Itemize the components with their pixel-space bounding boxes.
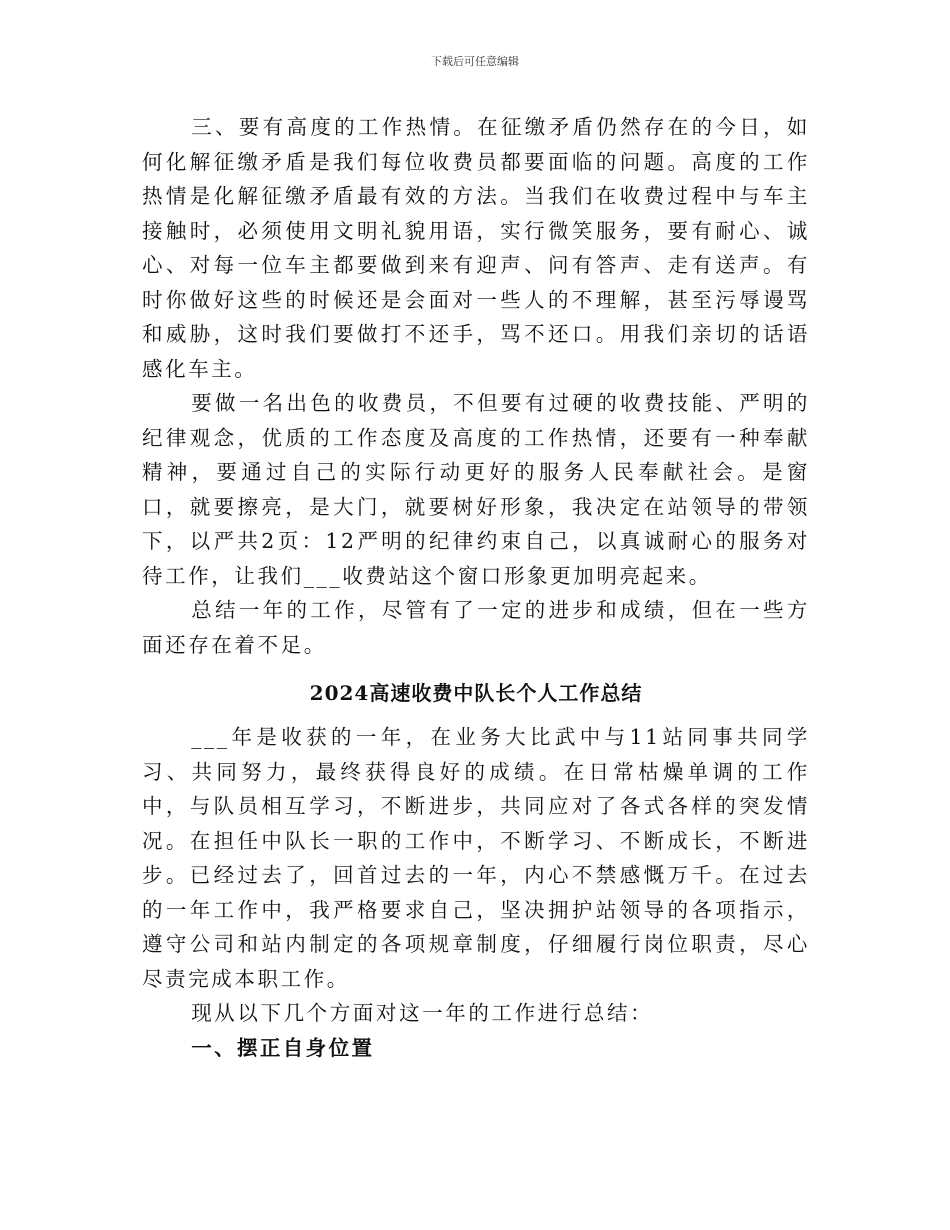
paragraph-work-enthusiasm: 三、要有高度的工作热情。在征缴矛盾仍然存在的今日，如何化解征缴矛盾是我们每位收费员都要面临的问题。高度的工作热情是化解征缴矛盾最有效的方法。当我们在收费过程中与车主接触时，必须使用文明礼貌用语，实行微笑服务，要有耐心、诚心、对每一位车主都要做到来有迎声、问有答声、走有送声。有时你做好这些的时候还是会面对一些人的不理解，甚至污辱谩骂和威胁，这时我们要做打不还手，骂不还口。用我们亲切的话语感化车主。	[142, 115, 810, 381]
page-header: 下载后可任意编辑	[431, 55, 519, 68]
paragraph-shortcomings: 总结一年的工作，尽管有了一定的进步和成绩，但在一些方面还存在着不足。	[142, 598, 810, 657]
paragraph-dedication: 要做一名出色的收费员，不但要有过硬的收费技能、严明的纪律观念，优质的工作态度及高度的工作热情，还要有一种奉献精神，要通过自己的实际行动更好的服务人民奉献社会。是窗口，就要擦亮，是大门，就要树好形象，我决定在站领导的带领下，以严共2页：12严明的纪律约束自己，以真诚耐心的服务对待工作，让我们___收费站这个窗口形象更加明亮起来。	[142, 391, 810, 588]
paragraph-summary-intro: 现从以下几个方面对这一年的工作进行总结：	[191, 1001, 654, 1025]
paragraph-year-summary: ___年是收获的一年，在业务大比武中与11站同事共同学习、共同努力，最终获得良好的成绩。在日常枯燥单调的工作中，与队员相互学习，不断进步，共同应对了各式各样的突发情况。在担任中队长一职的工作中，不断学习、不断成长，不断进步。已经过去了，回首过去的一年，内心不禁感慨万千。在过去的一年工作中，我严格要求自己，坚决拥护站领导的各项指示，遵守公司和站内制定的各项规章制度，仔细履行岗位职责，尽心尽责完成本职工作。	[142, 725, 810, 991]
section-heading: 一、摆正自身位置	[191, 1035, 375, 1060]
document-title: 2024高速收费中队长个人工作总结	[309, 681, 643, 705]
document-body	[142, 110, 810, 1065]
